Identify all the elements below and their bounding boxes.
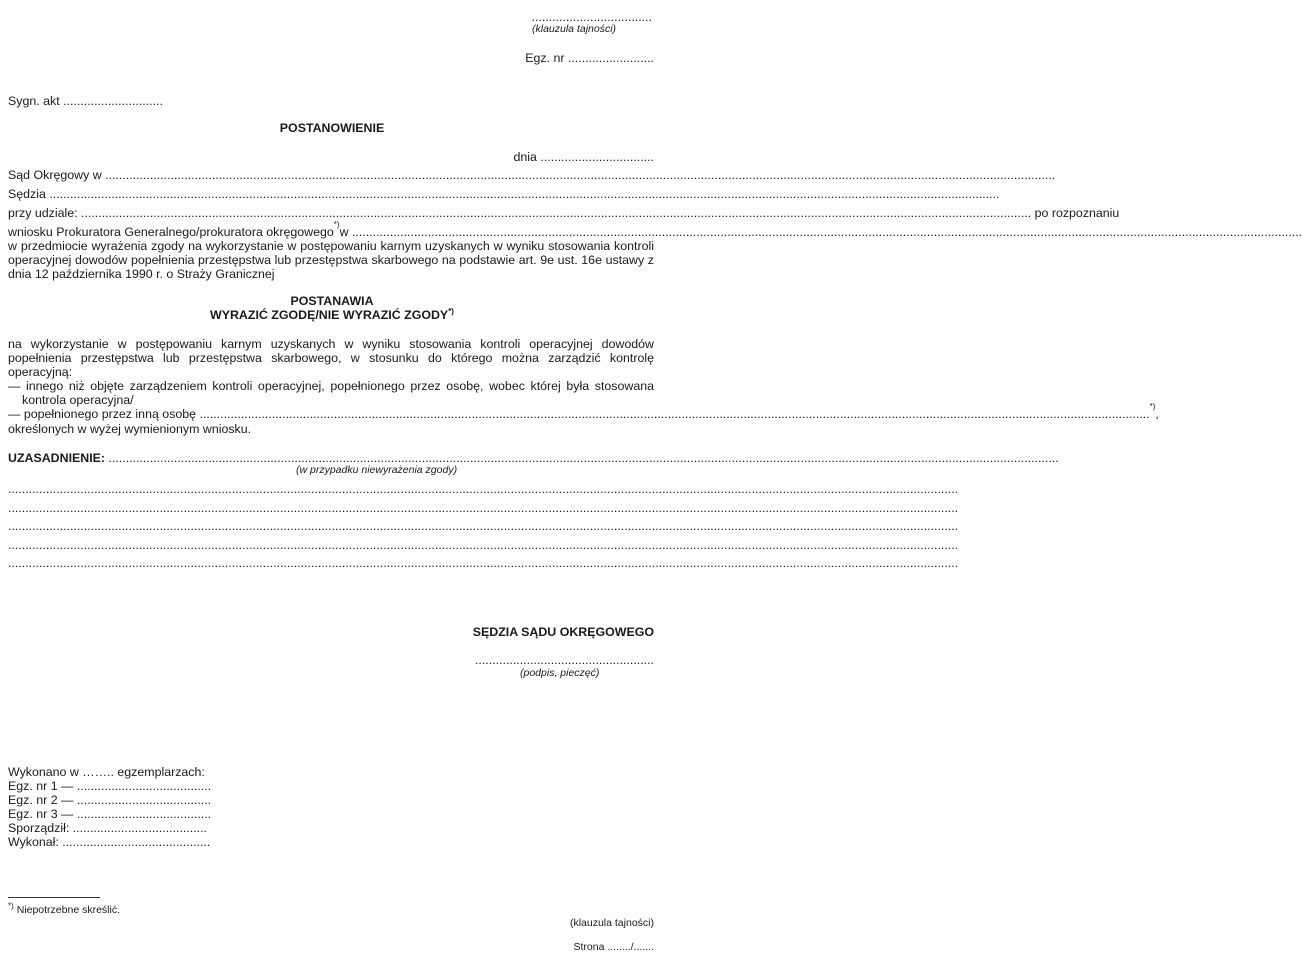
- decision-item-2-footnote-mark: *): [1149, 402, 1156, 411]
- date-line: dnia .................................: [513, 150, 654, 164]
- justification-line: ....................................................................................................................................................................................................................................................................................: [8, 501, 959, 515]
- decision-item-2-end: ,: [1155, 407, 1159, 421]
- page-number: Strona ......../.......: [573, 941, 654, 953]
- justification-hint: (w przypadku niewyrażenia zgody): [296, 464, 458, 476]
- copies-made: Wykonano w …….. egzemplarzach:: [8, 765, 205, 779]
- signature-title: SĘDZIA SĄDU OKRĘGOWEGO: [472, 625, 654, 639]
- participation-label: przy udziale:: [8, 206, 78, 220]
- subject-paragraph: w przedmiocie wyrażenia zgody na wykorzystanie w postępowaniu karnym uzyskanych w wyniku stosowania kontroli operacyjnej dowodów popełnienia przestępstwa lub przestępstwa skarbowego na podstawie art. 9e ust. 16e ustawy z dnia 12 października 1990 r. o Straży Granicznej: [8, 239, 654, 281]
- signature-hint: (podpis, pieczęć): [520, 667, 600, 679]
- justification-line: ....................................................................................................................................................................................................................................................................................: [8, 556, 959, 570]
- justification-line: ....................................................................................................................................................................................................................................................................................: [8, 538, 959, 552]
- footer-classification: (klauzula tajności): [569, 917, 654, 929]
- decision-subheading-text: WYRAZIĆ ZGODĘ/NIE WYRAZIĆ ZGODY: [210, 308, 449, 322]
- decision-item-2: — popełnionego przez inną osobę .................................................................................................................................................................................................................................................................................... *) ,: [8, 402, 1159, 421]
- decision-heading: POSTANAWIA: [290, 294, 374, 308]
- footnote-text: Niepotrzebne skreślić.: [13, 904, 120, 916]
- signature-dots: ....................................................: [474, 653, 654, 667]
- copy-1: Egz. nr 1 — .......................................: [8, 779, 212, 793]
- classification-label: (klauzula tajności): [532, 23, 617, 35]
- footnote: [8, 903, 120, 918]
- decision-intro: na wykorzystanie w postępowaniu karnym uzyskanych w wyniku stosowania kontroli operacyjnej dowodów popełnienia przestępstwa lub przestępstwa skarbowego, w stosunku do którego można zarządzić kontrolę operacyjną:: [8, 337, 654, 379]
- court-label: Sąd Okręgowy w: [8, 168, 102, 182]
- judge-field: Sędzia ....................................................................................................................................................................................................................................................................................: [8, 187, 1000, 201]
- participation-field: przy udziale: .................................................................................................................................................................................................................................................................................... po rozpoznaniu: [8, 206, 1120, 220]
- judge-label: Sędzia: [8, 187, 46, 201]
- prepared-by: Sporządził: .......................................: [8, 821, 207, 835]
- justification-label: UZASADNIENIE:: [8, 451, 106, 465]
- decision-footnote-mark: *): [448, 306, 454, 316]
- document-title: POSTANOWIENIE: [279, 121, 385, 135]
- motion-field: wniosku Prokuratora Generalnego/prokuratora okręgowego *) w ....................................................................................................................................................................................................................................................................................: [8, 220, 1302, 239]
- participation-suffix: po rozpoznaniu: [1034, 206, 1120, 220]
- classification-dots: ...................................: [531, 10, 652, 24]
- footnote-mark: *): [8, 901, 14, 911]
- decision-subheading: [0, 308, 664, 323]
- justification-line: ....................................................................................................................................................................................................................................................................................: [8, 482, 959, 496]
- copy-3: Egz. nr 3 — .......................................: [8, 807, 212, 821]
- executed-by: Wykonał: ...........................................: [8, 835, 211, 849]
- court-field: Sąd Okręgowy w ....................................................................................................................................................................................................................................................................................: [8, 168, 1056, 182]
- case-reference: Sygn. akt .............................: [8, 94, 163, 108]
- motion-footnote-mark: *): [333, 220, 340, 229]
- justification-line: ....................................................................................................................................................................................................................................................................................: [8, 519, 959, 533]
- justification-field: UZASADNIENIE: ....................................................................................................................................................................................................................................................................................: [8, 451, 1059, 465]
- motion-label: wniosku Prokuratora Generalnego/prokuratora okręgowego: [8, 225, 334, 239]
- footnote-rule: [8, 897, 100, 898]
- decision-item-1: — innego niż objęte zarządzeniem kontroli operacyjnej, popełnionego przez osobę, wobec której była stosowana kontrola operacyjna/: [8, 379, 654, 407]
- motion-suffix: w: [339, 225, 349, 239]
- decision-closing: określonych w wyżej wymienionym wniosku.: [8, 422, 252, 436]
- copy-number: Egz. nr .........................: [525, 51, 654, 65]
- decision-item-2-label: — popełnionego przez inną osobę: [8, 407, 197, 421]
- copy-2: Egz. nr 2 — .......................................: [8, 793, 212, 807]
